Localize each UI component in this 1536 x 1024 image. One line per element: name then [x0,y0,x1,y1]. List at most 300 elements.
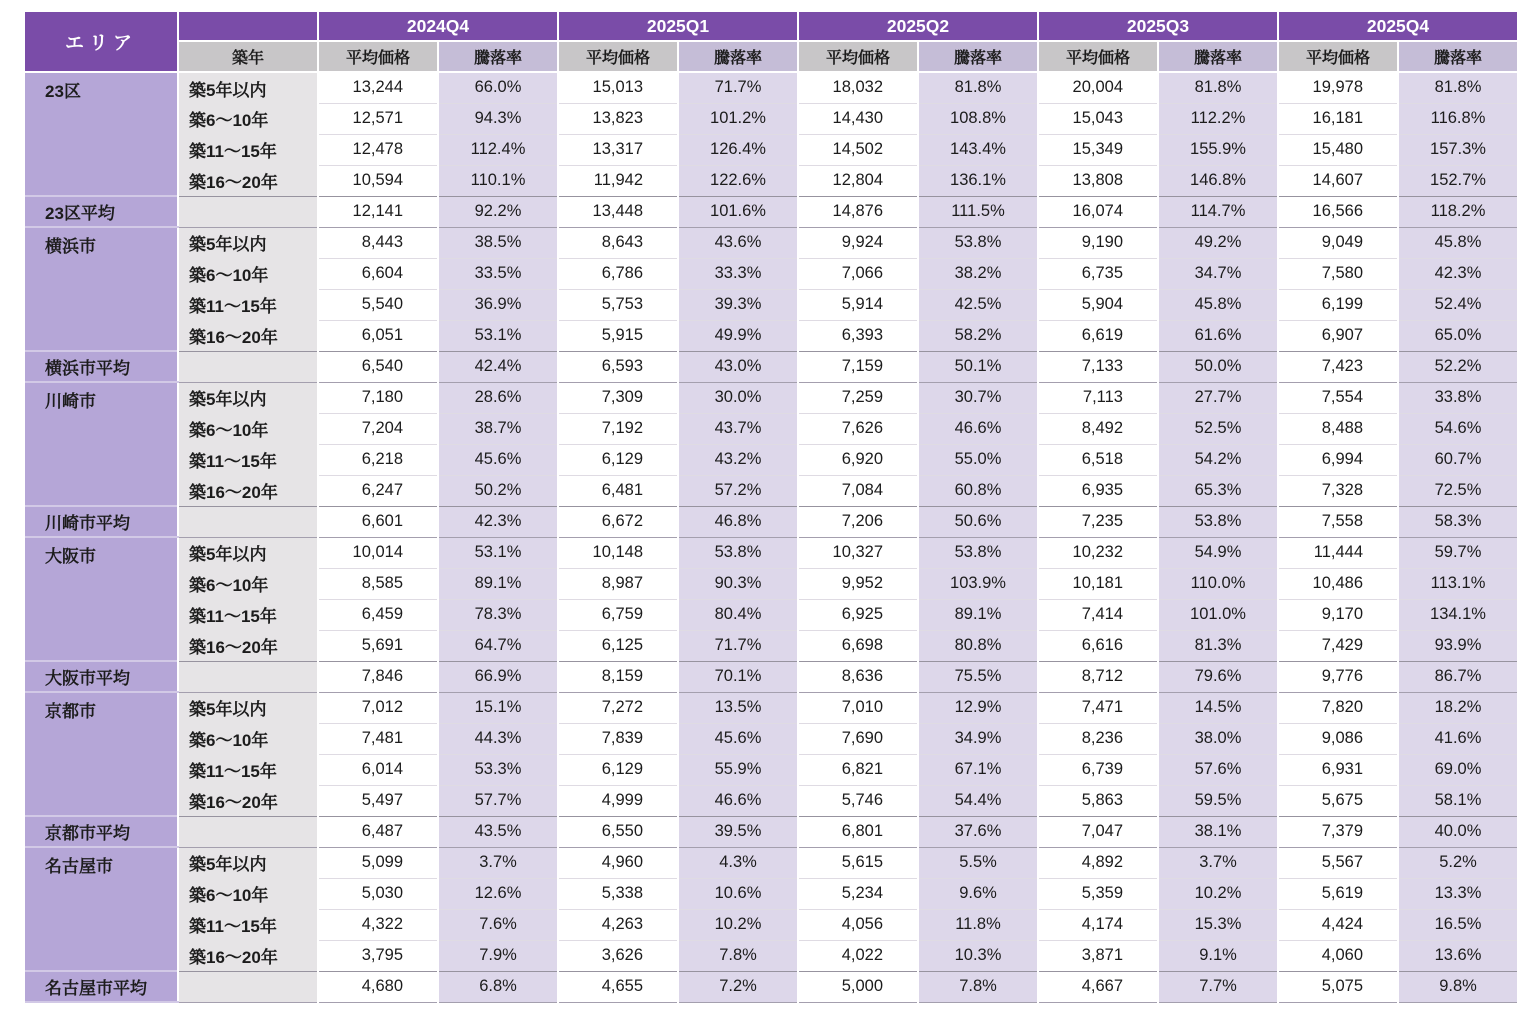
section-row [25,413,1518,444]
avg-rate-cell: 53.8% [1158,506,1278,537]
avg-rate-cell: 39.5% [678,816,798,847]
quarter-header: 2025Q3 [1038,12,1278,41]
rate-cell: 134.1% [1398,599,1518,630]
rate-cell: 44.3% [438,723,558,754]
price-cell: 15,043 [1038,103,1158,134]
age-cell: 築5年以内 [178,227,318,258]
price-cell: 5,497 [318,785,438,816]
price-cell: 6,786 [558,258,678,289]
price-cell: 5,359 [1038,878,1158,909]
avg-rate-cell: 58.3% [1398,506,1518,537]
price-cell: 6,014 [318,754,438,785]
rate-cell: 58.1% [1398,785,1518,816]
avg-price-cell: 6,550 [558,816,678,847]
rate-column-header: 騰落率 [678,41,798,72]
rate-cell: 53.8% [918,537,1038,568]
age-cell: 築5年以内 [178,847,318,878]
area-average-cell: 川崎市平均 [25,506,178,537]
avg-rate-cell: 118.2% [1398,196,1518,227]
rate-cell: 65.3% [1158,475,1278,506]
avg-rate-cell: 43.5% [438,816,558,847]
rate-cell: 60.8% [918,475,1038,506]
price-cell: 5,030 [318,878,438,909]
price-cell: 3,871 [1038,940,1158,971]
rate-cell: 81.3% [1158,630,1278,661]
rate-cell: 81.8% [1398,72,1518,103]
rate-cell: 14.5% [1158,692,1278,723]
price-cell: 7,309 [558,382,678,413]
price-cell: 7,084 [798,475,918,506]
average-row [25,351,1518,382]
price-cell: 6,518 [1038,444,1158,475]
avg-rate-cell: 50.1% [918,351,1038,382]
age-empty-cell [178,351,318,382]
rate-cell: 103.9% [918,568,1038,599]
price-cell: 6,931 [1278,754,1398,785]
age-cell: 築11～15年 [178,134,318,165]
price-cell: 6,129 [558,754,678,785]
rate-cell: 122.6% [678,165,798,196]
rate-cell: 80.8% [918,630,1038,661]
age-cell: 築11～15年 [178,444,318,475]
price-cell: 10,181 [1038,568,1158,599]
price-cell: 5,914 [798,289,918,320]
price-cell: 14,502 [798,134,918,165]
avg-rate-cell: 50.0% [1158,351,1278,382]
quarter-header: 2025Q4 [1278,12,1518,41]
rate-cell: 10.6% [678,878,798,909]
avg-price-cell: 8,636 [798,661,918,692]
rate-cell: 69.0% [1398,754,1518,785]
price-cell: 7,690 [798,723,918,754]
price-cell: 10,486 [1278,568,1398,599]
rate-cell: 55.9% [678,754,798,785]
price-cell: 7,066 [798,258,918,289]
rate-cell: 42.5% [918,289,1038,320]
avg-rate-cell: 111.5% [918,196,1038,227]
quarter-header-row [25,12,1518,41]
rate-cell: 101.0% [1158,599,1278,630]
price-cell: 6,759 [558,599,678,630]
avg-price-cell: 6,593 [558,351,678,382]
rate-cell: 57.6% [1158,754,1278,785]
rate-cell: 53.1% [438,320,558,351]
price-cell: 5,753 [558,289,678,320]
rate-cell: 67.1% [918,754,1038,785]
rate-cell: 10.2% [678,909,798,940]
rate-cell: 49.9% [678,320,798,351]
rate-cell: 60.7% [1398,444,1518,475]
avg-price-cell: 7,379 [1278,816,1398,847]
rate-cell: 110.0% [1158,568,1278,599]
rate-cell: 146.8% [1158,165,1278,196]
price-cell: 7,192 [558,413,678,444]
price-cell: 7,012 [318,692,438,723]
price-cell: 4,060 [1278,940,1398,971]
section-row [25,940,1518,971]
avg-price-cell: 8,159 [558,661,678,692]
rate-cell: 54.6% [1398,413,1518,444]
rate-cell: 45.8% [1398,227,1518,258]
rate-cell: 36.9% [438,289,558,320]
rate-column-header: 騰落率 [438,41,558,72]
price-cell: 6,994 [1278,444,1398,475]
rate-cell: 90.3% [678,568,798,599]
price-cell: 5,099 [318,847,438,878]
rate-cell: 9.1% [1158,940,1278,971]
price-table [25,12,1519,1003]
section-row [25,382,1518,413]
rate-cell: 5.5% [918,847,1038,878]
avg-rate-cell: 101.6% [678,196,798,227]
price-cell: 7,481 [318,723,438,754]
age-cell: 築16～20年 [178,165,318,196]
average-row [25,661,1518,692]
rate-cell: 34.7% [1158,258,1278,289]
price-cell: 6,481 [558,475,678,506]
rate-cell: 55.0% [918,444,1038,475]
rate-cell: 12.6% [438,878,558,909]
price-cell: 6,920 [798,444,918,475]
price-cell: 6,616 [1038,630,1158,661]
rate-cell: 54.4% [918,785,1038,816]
rate-cell: 71.7% [678,630,798,661]
price-cell: 18,032 [798,72,918,103]
rate-cell: 59.7% [1398,537,1518,568]
area-cell: 横浜市 [25,227,178,351]
rate-cell: 43.7% [678,413,798,444]
price-cell: 6,935 [1038,475,1158,506]
price-cell: 20,004 [1038,72,1158,103]
price-column-header: 平均価格 [318,41,438,72]
rate-cell: 143.4% [918,134,1038,165]
age-cell: 築6～10年 [178,413,318,444]
avg-price-cell: 6,540 [318,351,438,382]
price-cell: 7,204 [318,413,438,444]
price-cell: 4,056 [798,909,918,940]
rate-cell: 57.7% [438,785,558,816]
section-row [25,537,1518,568]
rate-cell: 52.5% [1158,413,1278,444]
rate-cell: 3.7% [1158,847,1278,878]
avg-price-cell: 12,141 [318,196,438,227]
price-cell: 5,338 [558,878,678,909]
rate-column-header: 騰落率 [918,41,1038,72]
age-cell: 築16～20年 [178,630,318,661]
rate-cell: 13.5% [678,692,798,723]
table-body [25,72,1518,1002]
avg-rate-cell: 86.7% [1398,661,1518,692]
rate-cell: 81.8% [918,72,1038,103]
rate-cell: 93.9% [1398,630,1518,661]
area-cell: 京都市 [25,692,178,816]
price-cell: 6,218 [318,444,438,475]
area-average-cell: 横浜市平均 [25,351,178,382]
price-cell: 13,808 [1038,165,1158,196]
price-cell: 5,619 [1278,878,1398,909]
section-row [25,599,1518,630]
rate-cell: 12.9% [918,692,1038,723]
price-cell: 7,328 [1278,475,1398,506]
price-cell: 6,619 [1038,320,1158,351]
price-cell: 4,022 [798,940,918,971]
price-cell: 15,480 [1278,134,1398,165]
rate-cell: 112.2% [1158,103,1278,134]
section-row [25,444,1518,475]
price-cell: 8,488 [1278,413,1398,444]
rate-cell: 59.5% [1158,785,1278,816]
price-cell: 10,148 [558,537,678,568]
rate-cell: 57.2% [678,475,798,506]
rate-cell: 42.3% [1398,258,1518,289]
rate-cell: 101.2% [678,103,798,134]
avg-rate-cell: 114.7% [1158,196,1278,227]
avg-rate-cell: 40.0% [1398,816,1518,847]
section-row [25,785,1518,816]
rate-cell: 126.4% [678,134,798,165]
avg-price-cell: 7,047 [1038,816,1158,847]
quarter-header: 2025Q1 [558,12,798,41]
price-cell: 6,698 [798,630,918,661]
rate-cell: 9.6% [918,878,1038,909]
price-cell: 6,129 [558,444,678,475]
rate-cell: 71.7% [678,72,798,103]
age-empty-cell [178,506,318,537]
avg-price-cell: 6,672 [558,506,678,537]
price-cell: 7,580 [1278,258,1398,289]
price-cell: 8,236 [1038,723,1158,754]
age-cell: 築5年以内 [178,382,318,413]
price-cell: 13,244 [318,72,438,103]
price-cell: 13,823 [558,103,678,134]
age-empty-cell [178,196,318,227]
average-row [25,506,1518,537]
avg-rate-cell: 38.1% [1158,816,1278,847]
avg-price-cell: 5,075 [1278,971,1398,1002]
price-cell: 6,459 [318,599,438,630]
avg-price-cell: 6,601 [318,506,438,537]
rate-cell: 45.8% [1158,289,1278,320]
age-empty-cell [178,816,318,847]
price-cell: 10,232 [1038,537,1158,568]
section-row [25,909,1518,940]
rate-cell: 155.9% [1158,134,1278,165]
rate-cell: 16.5% [1398,909,1518,940]
price-cell: 11,444 [1278,537,1398,568]
price-cell: 7,272 [558,692,678,723]
age-cell: 築5年以内 [178,692,318,723]
rate-cell: 10.3% [918,940,1038,971]
rate-cell: 39.3% [678,289,798,320]
rate-cell: 33.5% [438,258,558,289]
area-column-header: エリア [25,12,178,72]
age-cell: 築6～10年 [178,878,318,909]
section-row [25,754,1518,785]
avg-rate-cell: 46.8% [678,506,798,537]
avg-price-cell: 13,448 [558,196,678,227]
price-cell: 6,925 [798,599,918,630]
avg-price-cell: 7,133 [1038,351,1158,382]
price-cell: 16,181 [1278,103,1398,134]
rate-cell: 64.7% [438,630,558,661]
price-cell: 4,960 [558,847,678,878]
price-cell: 12,571 [318,103,438,134]
rate-cell: 34.9% [918,723,1038,754]
price-cell: 10,327 [798,537,918,568]
age-cell: 築5年以内 [178,72,318,103]
rate-cell: 152.7% [1398,165,1518,196]
rate-cell: 113.1% [1398,568,1518,599]
age-cell: 築6～10年 [178,723,318,754]
price-column-header: 平均価格 [1038,41,1158,72]
price-cell: 7,626 [798,413,918,444]
price-cell: 12,804 [798,165,918,196]
price-cell: 9,086 [1278,723,1398,754]
price-cell: 5,904 [1038,289,1158,320]
rate-cell: 61.6% [1158,320,1278,351]
avg-price-cell: 14,876 [798,196,918,227]
rate-cell: 81.8% [1158,72,1278,103]
price-cell: 4,999 [558,785,678,816]
price-cell: 12,478 [318,134,438,165]
price-cell: 7,010 [798,692,918,723]
price-cell: 5,746 [798,785,918,816]
rate-cell: 13.6% [1398,940,1518,971]
price-cell: 9,170 [1278,599,1398,630]
price-cell: 4,892 [1038,847,1158,878]
age-empty-cell [178,661,318,692]
section-row [25,723,1518,754]
rate-cell: 89.1% [438,568,558,599]
rate-cell: 33.8% [1398,382,1518,413]
price-cell: 5,540 [318,289,438,320]
rate-cell: 43.2% [678,444,798,475]
price-cell: 7,113 [1038,382,1158,413]
avg-rate-cell: 7.7% [1158,971,1278,1002]
avg-price-cell: 7,558 [1278,506,1398,537]
section-row [25,289,1518,320]
rate-cell: 157.3% [1398,134,1518,165]
area-cell: 大阪市 [25,537,178,661]
price-column-header: 平均価格 [798,41,918,72]
rate-cell: 13.3% [1398,878,1518,909]
age-column-header: 築年 [178,41,318,72]
age-cell: 築16～20年 [178,785,318,816]
rate-cell: 65.0% [1398,320,1518,351]
rate-cell: 38.2% [918,258,1038,289]
price-cell: 6,907 [1278,320,1398,351]
price-cell: 10,594 [318,165,438,196]
rate-cell: 116.8% [1398,103,1518,134]
rate-cell: 54.2% [1158,444,1278,475]
rate-cell: 53.8% [918,227,1038,258]
avg-price-cell: 7,423 [1278,351,1398,382]
price-cell: 11,942 [558,165,678,196]
price-column-header: 平均価格 [1278,41,1398,72]
rate-cell: 46.6% [678,785,798,816]
avg-price-cell: 8,712 [1038,661,1158,692]
avg-price-cell: 4,667 [1038,971,1158,1002]
rate-cell: 43.6% [678,227,798,258]
rate-cell: 53.1% [438,537,558,568]
price-cell: 4,424 [1278,909,1398,940]
rate-cell: 28.6% [438,382,558,413]
price-cell: 9,190 [1038,227,1158,258]
area-cell: 名古屋市 [25,847,178,971]
avg-rate-cell: 42.4% [438,351,558,382]
rate-cell: 72.5% [1398,475,1518,506]
price-cell: 7,554 [1278,382,1398,413]
price-cell: 6,604 [318,258,438,289]
price-cell: 8,492 [1038,413,1158,444]
rate-cell: 58.2% [918,320,1038,351]
price-cell: 7,471 [1038,692,1158,723]
rate-cell: 52.4% [1398,289,1518,320]
price-cell: 5,915 [558,320,678,351]
section-row [25,258,1518,289]
price-cell: 9,952 [798,568,918,599]
section-row [25,475,1518,506]
avg-rate-cell: 6.8% [438,971,558,1002]
price-cell: 6,051 [318,320,438,351]
area-average-cell: 京都市平均 [25,816,178,847]
rate-cell: 15.1% [438,692,558,723]
section-row [25,165,1518,196]
age-empty-cell [178,971,318,1002]
rate-cell: 38.7% [438,413,558,444]
price-cell: 6,821 [798,754,918,785]
rate-cell: 11.8% [918,909,1038,940]
section-row [25,847,1518,878]
avg-price-cell: 16,074 [1038,196,1158,227]
rate-cell: 46.6% [918,413,1038,444]
price-cell: 15,349 [1038,134,1158,165]
rate-cell: 7.8% [678,940,798,971]
rate-cell: 18.2% [1398,692,1518,723]
price-cell: 5,234 [798,878,918,909]
avg-rate-cell: 79.6% [1158,661,1278,692]
average-row [25,816,1518,847]
rate-cell: 110.1% [438,165,558,196]
area-average-cell: 大阪市平均 [25,661,178,692]
quarter-header: 2024Q4 [318,12,558,41]
rate-cell: 78.3% [438,599,558,630]
section-row [25,878,1518,909]
age-cell: 築11～15年 [178,599,318,630]
avg-rate-cell: 7.2% [678,971,798,1002]
price-cell: 10,014 [318,537,438,568]
rate-cell: 5.2% [1398,847,1518,878]
rate-cell: 10.2% [1158,878,1278,909]
price-cell: 15,013 [558,72,678,103]
rate-cell: 45.6% [438,444,558,475]
avg-price-cell: 7,159 [798,351,918,382]
avg-price-cell: 4,680 [318,971,438,1002]
subheader-row [25,41,1518,72]
price-cell: 3,626 [558,940,678,971]
price-cell: 6,247 [318,475,438,506]
price-cell: 7,414 [1038,599,1158,630]
rate-cell: 53.3% [438,754,558,785]
rate-cell: 38.0% [1158,723,1278,754]
price-cell: 7,839 [558,723,678,754]
price-cell: 3,795 [318,940,438,971]
rate-cell: 41.6% [1398,723,1518,754]
price-cell: 6,125 [558,630,678,661]
avg-price-cell: 9,776 [1278,661,1398,692]
price-cell: 6,199 [1278,289,1398,320]
price-cell: 4,263 [558,909,678,940]
